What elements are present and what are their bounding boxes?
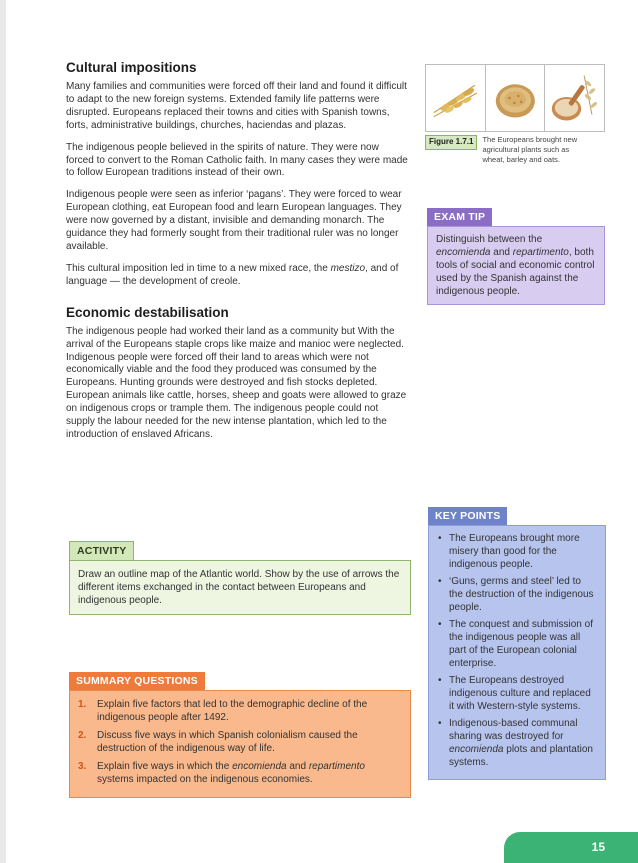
paragraph: The indigenous people believed in the spirits of nature. They were now forced to convert to the Roman Catholic faith. In many cases they were made to follow European traditions instead of their own. xyxy=(66,141,408,179)
paragraph xyxy=(66,263,408,289)
text-run: Explain five ways in which the xyxy=(97,761,233,772)
italic-term: repartimento xyxy=(512,247,569,258)
figure-1-7-1 xyxy=(425,64,605,165)
key-points-box xyxy=(428,506,606,780)
heading-economic-destabilisation: Economic destabilisation xyxy=(66,304,229,320)
page-number-tab xyxy=(504,832,638,863)
summary-questions-list xyxy=(78,698,402,786)
exam-tip-box xyxy=(427,207,605,305)
key-point: • The conquest and submission of the indigenous people was all part of the European colonial enterprise. xyxy=(435,618,597,670)
key-point: • The Europeans destroyed indigenous culture and replaced it with Western-style systems. xyxy=(435,674,597,713)
key-point: • The Europeans brought more misery than good for the indigenous people. xyxy=(435,532,597,571)
main-text-column xyxy=(66,60,408,451)
figure-caption-row xyxy=(425,135,605,165)
question-number: 1. xyxy=(78,699,87,710)
text-run: , and of language — the development of creole. xyxy=(66,262,399,287)
activity-box xyxy=(69,541,411,615)
key-point: • ‘Guns, germs and steel’ led to the destruction of the indigenous people. xyxy=(435,575,597,614)
text-run: Indigenous-based communal sharing was destroyed for xyxy=(449,718,578,742)
paragraph: The indigenous people had worked their land as a community but With the arrival of the Europeans staple crops like maize and manioc were neglected. Indigenous people were forced off their land to areas which were not economically viable and the food they produced was consumed by the Europeans. Hunting grounds were destroyed and fish stocks depleted. European animals like cattle, horses, sheep and goats were allowed to graze on indigenous crops or trample them. The indigenous people could not supply the labour needed for the new intense plantation, which led to the introduction of enslaved Africans. xyxy=(66,325,407,440)
paragraph: Indigenous people were seen as inferior ‘pagans’. They were forced to wear European clothing, eat European food and learn European languages. They were now governed by a distant, invisible and demanding monarch. The guidance they had formerly sought from their traditional ruler was no longer available. xyxy=(66,189,402,252)
oats-image xyxy=(545,65,604,131)
figure-images xyxy=(425,64,605,132)
key-point xyxy=(435,717,597,769)
figure-caption: The Europeans brought new agricultural plants such as wheat, barley and oats. xyxy=(482,135,578,164)
barley-image xyxy=(486,65,546,131)
exam-tip-body xyxy=(427,226,605,305)
italic-term: encomienda xyxy=(436,247,491,258)
page-number: 15 xyxy=(591,840,605,854)
paragraph: Many families and communities were forced off their land and found it difficult to adapt to the new foreign systems. Extended family life patterns were disrupted. Europeans replaced their towns and cities with Spanish towns, forts, administrative buildings, churches, haciendas and plazas. xyxy=(66,81,407,131)
key-points-title: KEY POINTS xyxy=(428,507,507,525)
summary-question xyxy=(78,760,402,786)
summary-questions-box xyxy=(69,671,411,798)
text-run: and xyxy=(286,761,309,772)
text-run: This cultural imposition led in time to a new mixed race, the xyxy=(66,262,331,274)
italic-term: encomienda xyxy=(232,761,287,772)
page-edge xyxy=(0,0,6,863)
figure-label: Figure 1.7.1 xyxy=(425,135,477,150)
question-text: Discuss five ways in which Spanish colonialism caused the destruction of the indigenous way of life. xyxy=(97,730,358,754)
summary-question xyxy=(78,698,402,724)
italic-term: repartimento xyxy=(308,761,365,772)
italic-term: encomienda xyxy=(449,744,504,755)
summary-questions-body xyxy=(69,690,411,798)
summary-questions-title: SUMMARY QUESTIONS xyxy=(69,672,205,690)
text-run: , both tools of social and economic control used by the Spanish against the indigenous people. xyxy=(436,247,595,297)
text-run: systems impacted on the indigenous economies. xyxy=(97,774,313,785)
key-points-list xyxy=(435,532,597,769)
question-number: 2. xyxy=(78,730,87,741)
question-text: Explain five factors that led to the demographic decline of the indigenous people after 1492. xyxy=(97,699,368,723)
summary-question xyxy=(78,729,402,755)
text-run: and xyxy=(490,247,513,258)
heading-cultural-impositions: Cultural impositions xyxy=(66,60,197,75)
activity-title: ACTIVITY xyxy=(69,541,134,560)
wheat-image xyxy=(426,65,486,131)
text-run: plots and plantation systems. xyxy=(449,744,593,768)
question-number: 3. xyxy=(78,761,87,772)
activity-body: Draw an outline map of the Atlantic world. Show by the use of arrows the different items exchanged in the contact between Europeans and indigenous people. xyxy=(69,560,411,615)
exam-tip-title: EXAM TIP xyxy=(427,208,492,226)
text-run: Distinguish between the xyxy=(436,234,543,245)
italic-term: mestizo xyxy=(330,262,366,274)
key-points-body xyxy=(428,525,606,780)
